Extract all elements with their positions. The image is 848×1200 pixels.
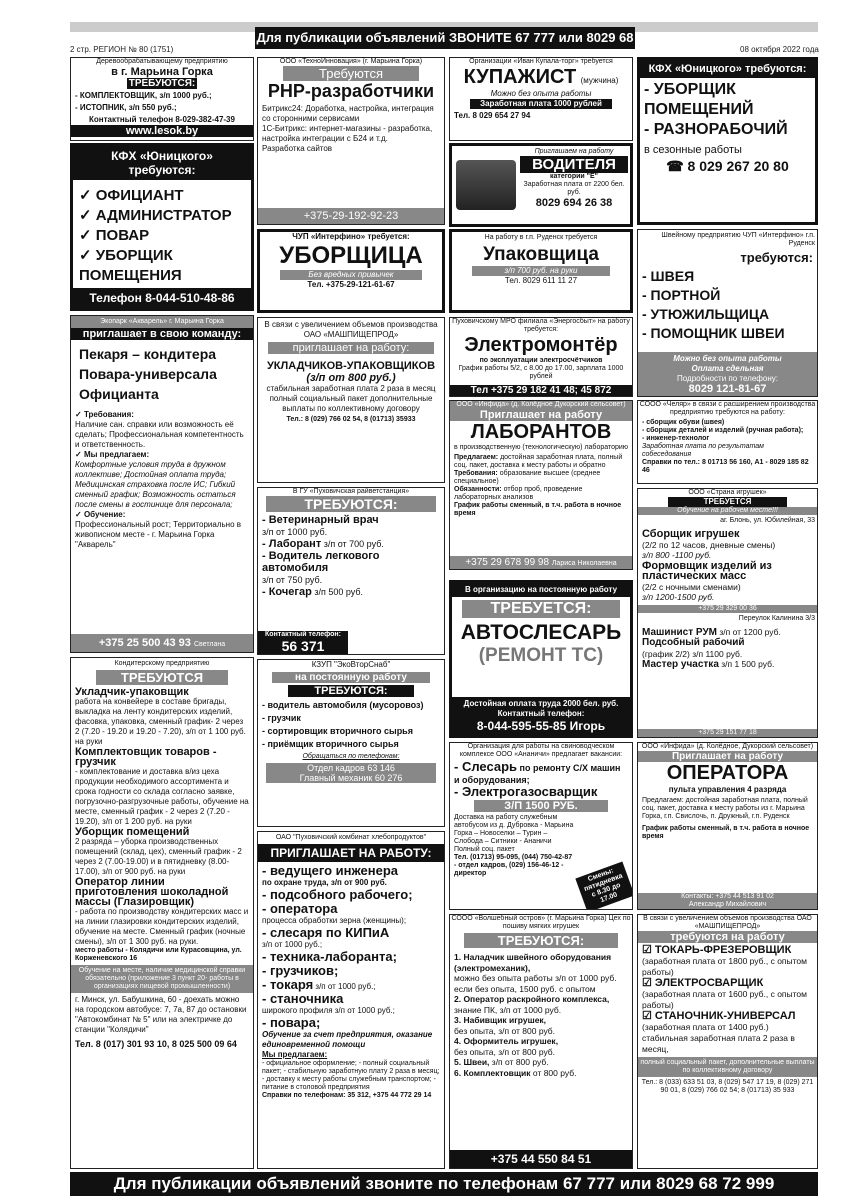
ad-req: ТРЕБУЮТСЯ:	[288, 685, 414, 697]
ad-item: - инженер-технолог	[642, 435, 710, 442]
ad-contact-name: Лариса Николаевна	[551, 560, 617, 567]
ad-org: ООО «ТехноИнновация» (г. Марьина Горка)	[279, 58, 423, 65]
ad-address: аг. Блонь, ул. Юбилейная, 33	[720, 517, 815, 524]
ad-org: ЧУП «Интерфино» требуется:	[292, 232, 410, 241]
ad-position: - повара;	[262, 1015, 321, 1030]
ad-phone: +375 25 500 43 93	[98, 637, 191, 649]
ad-contact: Контактный телефон:	[265, 631, 341, 638]
ad-req-text: Наличие сан. справки или возможность её сделать; Профессиональная компетентность и ответственность.	[75, 420, 244, 449]
ad-duty: Обязанности:	[454, 486, 502, 493]
ad-sawmill	[70, 57, 254, 141]
ad-phone: Справки по тел.: 8 01713 56 160, А1 - 8029 185 82 46	[642, 459, 809, 474]
ad-org: Экопарк «Акварель» г. Марьина Горка	[71, 316, 253, 328]
ad-text: Предлагаем: достойная заработная плата, полный соц. пакет, доставка к месту работы из г. Марьина Горка, г.п. Свислочь, п. Дружный, г.п. Руденск	[642, 797, 808, 820]
ad-position: 4. Оформитель игрушек,	[454, 1036, 559, 1046]
ad-position: - ведущего инженера	[262, 863, 398, 878]
ad-note: Оплата сдельная	[691, 364, 764, 373]
ad-contact: Контактный телефон:	[497, 709, 585, 718]
ad-pay: з/п 800 -1100 руб.	[642, 550, 712, 560]
ad-site: www.lesok.by	[71, 125, 253, 137]
ad-interfino-cleaner	[257, 229, 445, 313]
ad-text: стабильная заработная плата 2 раза в месяц полный социальный пакет дополнительные выплаты по коллективному договору	[266, 384, 436, 413]
ad-sub: (мужчина)	[580, 76, 619, 85]
ad-phone: 56 371	[281, 638, 325, 654]
ad-position: Комплектовщик товаров - грузчик	[75, 746, 217, 768]
ad-kupazhist	[449, 57, 633, 141]
ad-phone: 8029 121-81-67	[688, 383, 767, 395]
ad-title: PHP-разработчики	[267, 81, 435, 101]
ad-techno	[257, 57, 445, 225]
ad-position-desc: з/п от 1000 руб.;	[262, 940, 323, 949]
ad-confectionery	[70, 657, 254, 1169]
ad-org: В связи с увеличением объемов производства ОАО «МАШПИЩЕПРОД»	[643, 915, 812, 930]
ad-contact-name: Светлана	[193, 641, 226, 648]
ad-item: - РАЗНОРАБОЧИЙ	[644, 121, 788, 138]
ad-note: Подробности по телефону:	[677, 374, 778, 383]
ad-req-text: образование высшее (среднее специальное)	[454, 470, 601, 485]
ad-position: ЭЛЕКТРОСВАРЩИК	[654, 977, 764, 989]
ad-bullet: Разработка сайтов	[262, 144, 333, 153]
ad-position: - Кочегар	[262, 586, 312, 598]
ad-req: Требуются	[283, 66, 419, 81]
ad-position: 1. Наладчик швейного оборудования (электромеханик),	[454, 952, 612, 973]
ad-org: Деревообрабатывающему предприятию	[96, 58, 228, 65]
ad-address: г. Минск, ул. Бабушкина, 60 - доехать можно на городском автобусе: 7, 7а, 87 до остановки "Автокомбинат № 5" или на электричке до станции "Колядичи"	[75, 995, 247, 1034]
ad-title: приглашает в свою команду:	[71, 328, 253, 340]
ad-title: Упаковщица	[483, 244, 599, 265]
ad-offer-text: Комфортные условия труда в дружном коллективе; Достойная оплата труда; Медицинская страховка после ИС; Гибкий сменный график; Возможность остаться после смены в гостинице для персонала;	[75, 460, 236, 509]
ad-phone: 8029 694 26 38	[535, 197, 613, 209]
ad-req: ТРЕБУЮТСЯ:	[128, 78, 196, 89]
ad-item: - сортировщик вторичного сырья	[262, 726, 413, 736]
ad-phone: +375-29-192-92-23	[258, 208, 444, 224]
ad-vet	[257, 487, 445, 655]
ad-toys-island	[449, 914, 633, 1169]
ad-phone: Тел. (01713) 95-095, (044) 750-42-87 - отдел кадров, (029) 156-46-12 - директор	[454, 854, 573, 877]
ad-title: Электромонтёр	[464, 334, 618, 356]
ad-text: полный социальный пакет, дополнительные выплаты по коллективному договору	[638, 1057, 817, 1077]
ad-pay: з/п от 700 руб.	[323, 539, 384, 549]
ad-operator	[637, 742, 818, 910]
ad-note: Можно без опыта работы	[490, 89, 592, 98]
ad-title: АВТОСЛЕСАРЬ	[460, 621, 622, 644]
ad-title: УБОРЩИЦА	[279, 242, 423, 269]
ad-item: - приёмщик вторичного сырья	[262, 739, 399, 749]
ad-sched: График работы 5/2, с 8.00 до 17.00, зарплата 1000 рублей	[458, 365, 624, 380]
ad-org: ООО «Инфида» (д. Колёдное, Дукорский сельсовет)	[641, 743, 814, 750]
ad-req: ТРЕБУЕТСЯ:	[462, 600, 620, 618]
ad-position-desc: процесса обработки зерна (женщины);	[262, 916, 407, 925]
ad-offer-text: достойная заработная плата, полный соц. пакет, доставка к месту работы и обратно	[454, 454, 623, 469]
ad-duty-text: отбор проб, проведение лабораторных анализов	[454, 486, 583, 501]
ad-line: - ИСТОПНИК, з/п 550 руб.;	[75, 103, 177, 112]
checkbox-icon: ☑	[642, 944, 655, 956]
ad-position-desc: работа на конвейере в составе бригады, выкладка на ленту кондитерских изделий, фасовка, упаковка, сменный график- 2 через 2 (7.20 - 19.20 и 19.20 - 7.20), з/п от 1 100 руб. на руки	[75, 697, 246, 746]
ad-pay: З/П 1500 РУБ.	[474, 800, 608, 812]
ad-duty: ✓ Обучение:	[75, 510, 249, 520]
ad-req: ТРЕБУЮТСЯ	[96, 670, 228, 685]
ad-position: Пекаря – кондитера	[79, 346, 217, 362]
ad-invite: ПРИГЛАШАЕТ НА РАБОТУ:	[258, 844, 444, 862]
ad-position-desc: без опыта, з/п от 800 руб.	[454, 1046, 556, 1057]
ad-title: КФХ «Юницкого» требуются:	[640, 60, 815, 78]
ad-electrician	[449, 317, 633, 397]
ad-item: - ПОРТНОЙ	[642, 287, 721, 303]
ad-position: - слесаря по КИПиА	[262, 925, 390, 940]
issue-date: 08 октября 2022 года	[740, 45, 819, 54]
ad-position: Сборщик игрушек	[642, 528, 740, 540]
ad-item: - УБОРЩИК ПОМЕЩЕНИЙ	[644, 81, 754, 118]
ad-position-desc: (заработная плата от 1600 руб., с опытом работы)	[642, 989, 808, 1010]
ad-position: Подсобный рабочий	[642, 637, 745, 648]
ad-sub: Без вредных привычек	[280, 270, 422, 280]
ad-org: ООО «Инфида» (д. Колёдное Дукорский сельсовет)	[450, 401, 632, 409]
ad-position: - станочника	[262, 991, 344, 1006]
ad-position: - Ветеринарный врач	[262, 514, 379, 526]
ad-position: ТОКАРЬ-ФРЕЗЕРОВЩИК	[654, 944, 792, 956]
ad-position-desc: (заработная плата от 1800 руб., с опытом работы)	[642, 956, 808, 977]
ad-position: - токаря	[262, 977, 314, 992]
ad-stamp: Смены: пятидневка с 8.30 до 17.00	[575, 862, 633, 910]
ad-chelyar	[637, 400, 818, 484]
ad-lab	[449, 400, 633, 570]
ad-offer: Предлагаем:	[454, 454, 499, 461]
ad-position: СТАНОЧНИК-УНИВЕРСАЛ	[654, 1010, 796, 1022]
ad-position-desc: широкого профиля з/п от 1000 руб.;	[262, 1006, 395, 1015]
ad-akvarel	[70, 315, 254, 653]
ad-position: Мастер участка	[642, 659, 719, 670]
ad-position: Укладчик-упаковщик	[75, 686, 189, 698]
ad-position: 5. Швеи,	[454, 1057, 490, 1067]
ad-contact-name: Игорь	[569, 719, 606, 733]
ad-title: КФХ «Юницкого» требуются:	[73, 146, 251, 180]
ad-pay: з/п от 750 руб.	[262, 575, 323, 585]
ad-position: - Лаборант	[262, 538, 322, 550]
ad-title: УКЛАДЧИКОВ-УПАКОВЩИКОВ	[266, 360, 436, 372]
ad-title: ВОДИТЕЛЯ	[520, 156, 628, 173]
ad-mashpishcheprod-1	[257, 317, 445, 483]
ad-position: 3. Набивщик игрушек,	[454, 1015, 547, 1025]
ad-item: ✓ ПОВАР	[79, 226, 245, 246]
ad-bullet: 1С-Битрикс: интернет-магазины - разработка, настройка интеграции с Б24 и т.д.	[262, 124, 433, 143]
ad-ananichi	[449, 742, 633, 910]
ad-invite: требуются на работу	[638, 931, 817, 943]
footer-banner: Для публикации объявлений звоните по телефонам 67 777 или 8029 68 72 999	[70, 1172, 818, 1196]
ad-phone: +375 29 151 77 18	[638, 729, 817, 737]
ad-req: ТРЕБУЕТСЯ	[668, 497, 787, 507]
ad-item: ✓ ОФИЦИАНТ	[79, 186, 245, 206]
ad-position: - грузчиков;	[262, 963, 339, 978]
ad-phone: Тел. 8029 611 11 27	[504, 276, 578, 285]
ad-org: СООО «Волшебный остров» (г. Марьина Горка) Цех по пошиву мягких игрушек	[451, 915, 631, 930]
ad-pay: з/п 1 500 руб.	[721, 659, 775, 669]
ad-line: - КОМПЛЕКТОВЩИК, з/п 1000 руб.;	[75, 91, 212, 100]
ad-position: - Электрогазосварщик	[454, 784, 598, 799]
ad-pay: з/п от 1200 руб.	[719, 626, 781, 637]
ad-interfino-sewing	[637, 229, 818, 397]
ad-phone: +375 44 550 84 51	[450, 1150, 632, 1168]
ad-pay: з/п 700 руб. на руки	[472, 266, 610, 276]
ad-note: Обучение за счет предприятия, оказание единовременной помощи	[262, 1030, 433, 1049]
ad-phone: Тел. 8 029 654 27 94	[454, 111, 531, 120]
ad-org: На работу в г.п. Руденск требуется	[484, 234, 598, 241]
ad-item: - грузчик	[262, 713, 301, 723]
ad-item: - водитель автомобиля (мусоровоз)	[262, 700, 424, 710]
page-number: 2 стр. РЕГИОН № 80 (1751)	[70, 45, 174, 54]
ad-phone: Тел.: 8 (033) 633 51 03, 8 (029) 547 17 19, 8 (029) 271 90 01, 8 (029) 766 02 54; 8 (01713) 35 933	[641, 1079, 814, 1094]
ad-position: - техника-лаборанта;	[262, 949, 397, 964]
ad-phone: Тел.: 8 (029) 766 02 54, 8 (01713) 35933	[286, 416, 416, 423]
ad-org: Кондитерскому предприятию	[114, 660, 210, 667]
ad-item: ✓ УБОРЩИК ПОМЕЩЕНИЯ	[79, 246, 245, 286]
ad-position: Машинист РУМ	[642, 626, 718, 638]
ad-org: ОАО "Пуховичский комбинат хлебопродуктов"	[275, 834, 427, 841]
ad-address: Переулок Калинина 3/3	[738, 614, 815, 622]
ad-phone: 8-044-595-55-85	[476, 719, 567, 733]
ad-phone: Контакты: +375 44 513 91 02	[681, 893, 774, 900]
ad-pay: з/п 500 руб.	[314, 587, 364, 597]
ad-position-desc: (2/2 по 12 часов, дневные смены)	[642, 539, 776, 550]
ad-position: Уборщик помещений	[75, 826, 190, 838]
ad-offer: Мы предлагаем:	[262, 1050, 328, 1059]
truck-icon	[456, 160, 516, 210]
ad-position: Повара-универсала	[79, 366, 217, 382]
ad-position: - оператора	[262, 901, 338, 916]
ad-title: КУПАЖИСТ	[463, 66, 577, 88]
ad-org: В связи с увеличением объемов производства ОАО «МАШПИЩЕПРОД»	[264, 320, 438, 339]
ad-item: ✓ АДМИНИСТРАТОР	[79, 206, 245, 226]
ad-position-desc: - работа по производству кондитерских масс и на линии глазировки кондитерских изделий, обучение на месте. Сменный график (ночные смены), з/п от 1 300 руб. на руки.	[75, 907, 249, 946]
ad-phone: Справки по телефонам: 35 312, +375 44 772 29 14	[262, 1092, 432, 1099]
ad-item: - УТЮЖИЛЬЩИЦА	[642, 306, 770, 322]
ad-item: - ШВЕЯ	[642, 268, 695, 284]
ad-pay: (з/п от 800 руб.)	[306, 372, 396, 384]
ad-org: ООО «Страна игрушек»	[688, 489, 767, 496]
ad-title: ОПЕРАТОРА	[666, 762, 789, 784]
ad-offer: ✓ Мы предлагаем:	[75, 450, 249, 460]
ad-pay: з/п 1200-1500 руб.	[642, 592, 715, 602]
header-banner: Для публикации объявлений ЗВОНИТЕ 67 777 или 8029 68	[255, 27, 635, 49]
ad-org: Пуховичскому МРО филиала «Энергосбыт» на работу требуется:	[452, 318, 630, 333]
ad-org: Швейному предприятию ЧУП «Интерфино» г.п. Руденск	[661, 232, 815, 247]
ad-position-desc: (заработная плата от 1400 руб.) стабильная заработная плата 2 раза в месяц,	[642, 1022, 795, 1054]
ad-invite: Приглашаем на работу	[534, 148, 614, 155]
checkbox-icon: ☑	[642, 977, 655, 989]
ad-phone: 8 029 267 20 80	[687, 158, 789, 174]
ad-org: В организацию на постоянную работу	[452, 583, 630, 597]
ad-note: Можно без опыта работы	[673, 354, 782, 363]
ad-cat: категории "Е"	[550, 173, 598, 180]
ad-bullet: Битрикс24: Доработка, настройка, интеграция со сторонними сервисами	[262, 104, 434, 123]
ad-contact-name: Александр Михайлович	[688, 901, 767, 908]
checkbox-icon: ☑	[642, 1010, 655, 1022]
ad-position: Оператор линии приготовления шоколадной массы (Глазировщик)	[75, 876, 229, 908]
ad-sub: Обучение на рабочем месте!!!	[638, 507, 817, 515]
ad-position-desc: (2/2 с ночными сменами)	[642, 581, 741, 592]
ad-position-desc: 2 разряда – уборка производственных помещений (склад, цех), сменный график - 2 через 2 (7.00-19.00) и в пятидневку (8.00-17.00), з/п от 900 руб. на руки	[75, 837, 242, 876]
ad-sub: по эксплуатации электросчётчиков	[479, 357, 603, 364]
ad-position: Формовщик изделий из пластических масс	[642, 559, 772, 582]
ad-phone: +375 29 678 99 98	[465, 557, 550, 568]
ad-phone: Телефон 8-044-510-48-86	[73, 288, 251, 308]
ad-city: в г. Марьина Горка	[111, 66, 213, 78]
ad-position: Официанта	[79, 386, 159, 402]
ad-phone: Отдел кадров 63 146	[307, 763, 395, 773]
ad-pay: Достойная оплата труда 2000 бел. руб.	[463, 699, 619, 708]
ad-season: в сезонные работы	[644, 144, 742, 156]
ad-kfh-1	[70, 143, 254, 311]
ad-bread-plant	[257, 831, 445, 1169]
ad-offer-text: - официальное оформление; - полный социальный пакет; - стабильную заработную плату 2 раза в месяц; - доставку к месту работы служебным транспортом; - питание в столовой предприятия	[262, 1060, 440, 1091]
ad-sub: в производственную (технологическую) лабораторию	[453, 444, 629, 451]
ad-position-desc: от 800 руб.	[532, 1067, 577, 1078]
ad-text: Доставка на работу служебным автобусом из д. Дубровка - Марьина Горка – Новоселки – Турин – Слобода – Ситники - Ананичи Полный соц. пакет	[454, 814, 574, 853]
ad-position: - Водитель легкового автомобиля	[262, 550, 380, 574]
ad-phone: Тел. 8 (017) 301 93 10, 8 025 500 09 64	[75, 1039, 237, 1049]
ad-phone: Контактный телефон 8-029-382-47-39	[89, 115, 235, 124]
ad-position: 6. Комплектовщик	[454, 1067, 531, 1078]
ad-org: В ГУ «Пуховичская райветстанция»	[292, 488, 410, 495]
ad-req: требуются:	[740, 250, 813, 265]
ad-item: - ПОМОЩНИК ШВЕИ	[642, 325, 785, 341]
ad-study: Обучение на месте, наличие медицинской справки обязательно (приложение 3 пункт 20- работы в организациях пищевой промышленности)	[71, 965, 253, 993]
ad-position-desc: з/п от 800 руб.	[491, 1057, 549, 1067]
ad-position: - подсобного рабочего;	[262, 887, 413, 902]
ad-title: ЛАБОРАНТОВ	[470, 421, 612, 443]
ad-req: ТРЕБУЮТСЯ:	[464, 933, 618, 948]
ad-phone: Главный механик 60 276	[299, 773, 403, 783]
ad-org: Организации «Иван Купала-торг» требуется	[469, 58, 613, 65]
ad-toy-country	[637, 488, 818, 738]
ad-ask: Обращаться по телефонам:	[302, 753, 400, 760]
ad-driver	[449, 143, 633, 227]
ad-position-desc: з/п от 1000 руб.;	[315, 982, 376, 991]
ad-kfh-2	[637, 57, 818, 225]
ad-note: Заработная плата по результатам собеседования	[642, 443, 764, 458]
ad-org: КЗУП "ЭкоВторСнаб"	[311, 660, 391, 669]
ad-sched: График работы сменный, в т.ч. работа в ночное время	[454, 502, 622, 517]
ad-req: ✓ Требования:	[75, 410, 249, 420]
ad-mechanic	[449, 580, 633, 738]
ad-position: - Слесарь	[454, 759, 518, 774]
ad-phone: Тел +375 29 182 41 48; 45 872	[450, 385, 632, 396]
ad-sub: (РЕМОНТ ТС)	[478, 645, 604, 666]
phone-icon: ☎	[666, 158, 688, 174]
ad-pay: Заработная плата от 2200 бел. руб.	[523, 181, 625, 196]
ad-org: Организация для работы на свиноводческом комплексе ООО «Ананичи» предлагает вакансии:	[459, 743, 623, 758]
ad-sched: График работы сменный, в т.ч. работа в ночное время	[642, 825, 810, 840]
ad-org: СООО «Челяр» в связи с расширением производства предприятию требуются на работу:	[639, 401, 816, 416]
ad-invite: Приглашает на работу	[638, 751, 817, 762]
ad-sub: пульта управления 4 разряда	[668, 785, 787, 794]
ad-req: Требования:	[454, 470, 498, 477]
ad-position-desc: можно без опыта работы з/п от 1000 руб. если без опыта, 1500 руб. с опытом	[454, 973, 617, 994]
ad-sub: на постоянную работу	[272, 672, 430, 683]
ad-req: ТРЕБУЮТСЯ:	[266, 496, 436, 512]
ad-position-desc: по охране труда, з/п от 900 руб.	[262, 878, 387, 887]
ad-invite: приглашает на работу:	[268, 342, 434, 354]
ad-invite: Приглашает на работу	[450, 409, 632, 421]
ad-duty-text: Профессиональный рост; Территориально в живописном месте - г. Марьина Горка "Акварель"	[75, 520, 241, 549]
ad-position-desc: по ремонту С/Х машин и оборудования;	[454, 763, 621, 785]
ad-packer	[449, 229, 633, 313]
ad-pay: з/п от 1000 руб.	[262, 527, 328, 537]
ad-position-desc: знание ПК, з/п от 1000 руб.	[454, 1004, 562, 1015]
ad-ekovtorsnab	[257, 659, 445, 827]
ad-mashpishcheprod-2	[637, 914, 818, 1169]
ad-place: место работы - Колядичи или Курасовщина, ул. Корженевского 16	[75, 947, 242, 962]
ad-pay: Заработная плата 1000 рублей	[470, 99, 612, 109]
ad-position-desc: - комплектование и доставка в/из цеха продукции необходимого ассортимента и срока годности со склада согласно заявке, погрузочно-разгрузочные работы, обучение на месте, сменный график - 2 через 2 (7.20 - 19.20), з/п от 1 200 руб. на руки	[75, 767, 249, 826]
ad-phone: Тел. +375-29-121-61-67	[307, 280, 395, 289]
ad-item: - сборщик обуви (швея)	[642, 419, 725, 426]
ad-item: - сборщик деталей и изделий (ручная работа);	[642, 427, 804, 434]
ad-position-desc: (график 2/2) з/п 1100 руб.	[642, 648, 743, 659]
ad-position: 2. Оператор раскройного комплекса,	[454, 994, 610, 1004]
ad-phone: +375 29 329 00 36	[638, 605, 817, 613]
ad-position-desc: без опыта, з/п от 800 руб.	[454, 1025, 556, 1036]
